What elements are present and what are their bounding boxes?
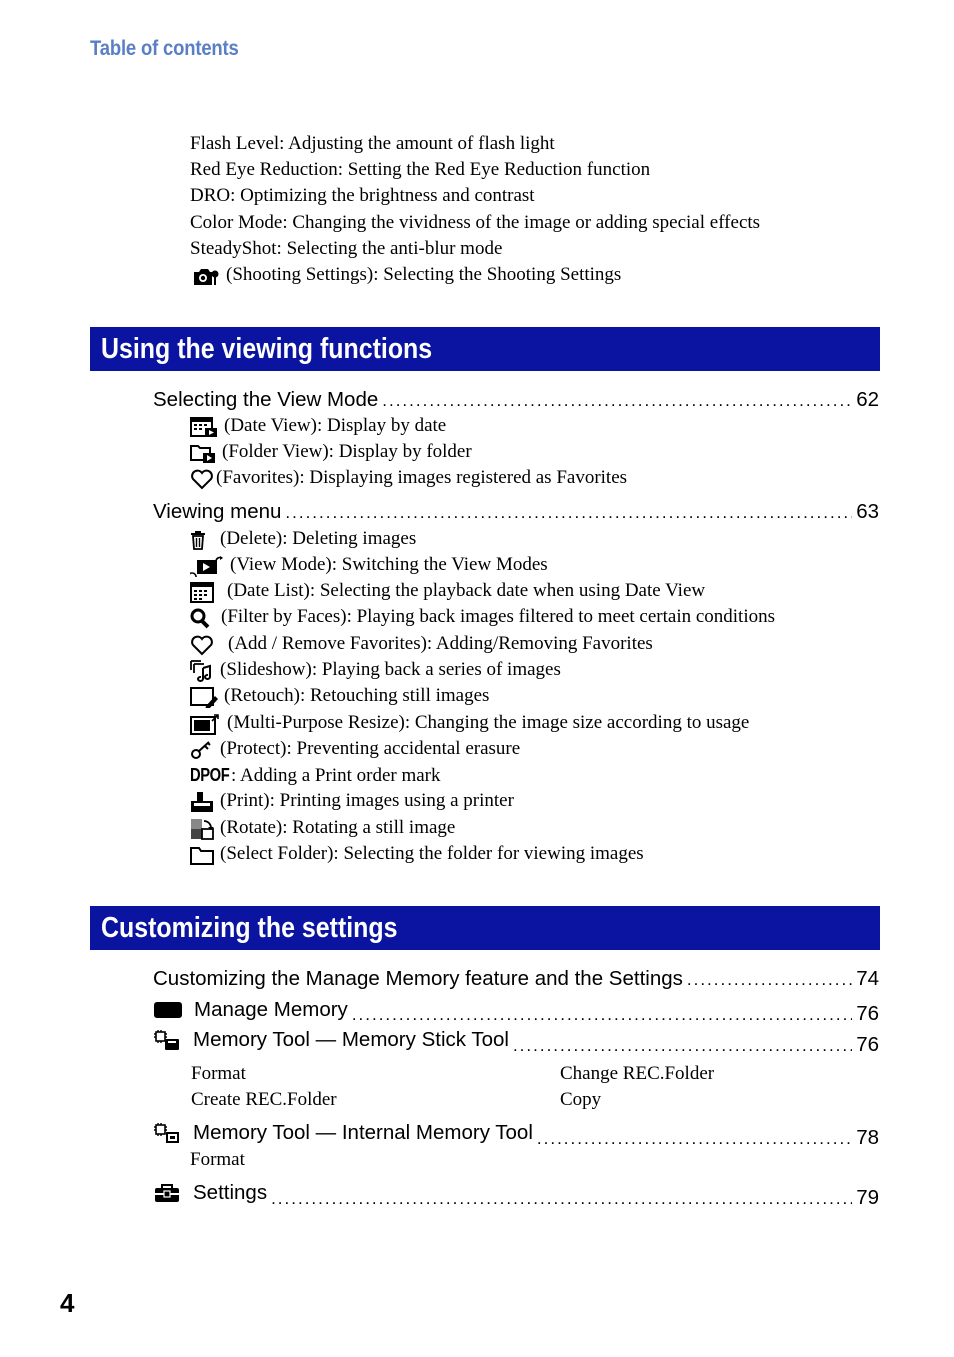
toc-subitem[interactable]: Color Mode: Changing the vividness of the image or adding special effects — [190, 212, 761, 233]
toc-entry-manage-memory[interactable] — [153, 997, 879, 1023]
toc-page-number: 63 — [856, 500, 879, 523]
folder-icon — [190, 844, 214, 866]
toc-subitem[interactable] — [192, 262, 621, 288]
leader-dots — [687, 967, 852, 993]
toc-subitem[interactable]: SteadyShot: Selecting the anti-blur mode — [190, 238, 503, 259]
leader-dots — [271, 1186, 852, 1212]
dpof-icon: DPOF — [190, 765, 230, 785]
toc-subitem-label: (Slideshow): Playing back a series of images — [220, 659, 561, 680]
toolbox-icon — [153, 1182, 181, 1204]
toc-subitem[interactable]: DRO: Optimizing the brightness and contrast — [190, 185, 535, 206]
toc-subitem[interactable] — [190, 526, 416, 552]
toc-subitem-label: (Favorites): Displaying images registered as Favorites — [216, 467, 628, 488]
toc-subitem[interactable] — [190, 465, 627, 491]
toc-entry-settings[interactable] — [153, 1180, 879, 1209]
memory-stick-sub-col1-item[interactable]: Format — [191, 1063, 246, 1084]
toc-page-number: 78 — [856, 1126, 879, 1149]
internal-memory-icon — [153, 1122, 181, 1144]
resize-icon — [190, 713, 220, 735]
toc-subitem-label: (Select Folder): Selecting the folder for viewing images — [220, 843, 644, 864]
magnifier-icon — [190, 607, 210, 629]
toc-subitem[interactable] — [190, 710, 749, 736]
toc-page-number: 74 — [856, 967, 879, 990]
toc-subitem[interactable] — [190, 762, 441, 789]
toc-subitem[interactable] — [190, 815, 455, 841]
toc-subitem-label: (Rotate): Rotating a still image — [220, 817, 456, 838]
memory-stick-sub-col2-item[interactable]: Change REC.Folder — [560, 1063, 715, 1084]
toc-entry-label: Settings — [193, 1181, 268, 1204]
toc-subitem-label: (Date View): Display by date — [224, 415, 447, 436]
toc-subitem-label: (View Mode): Switching the View Modes — [230, 554, 548, 575]
toc-entry-label: Selecting the View Mode — [153, 388, 379, 411]
toc-subitem[interactable] — [190, 578, 705, 604]
toc-subitem-label: (Date List): Selecting the playback date when using Date View — [227, 580, 706, 601]
leader-dots — [537, 1126, 852, 1152]
toc-subitem[interactable] — [190, 439, 472, 465]
heart-icon — [190, 468, 214, 490]
toc-subitem-label: (Delete): Deleting images — [220, 528, 417, 549]
trash-icon — [190, 530, 206, 550]
toc-page-number: 76 — [856, 1033, 879, 1056]
heart-icon — [190, 634, 214, 656]
rotate-icon — [190, 818, 214, 840]
toc-subitem-label: (Add / Remove Favorites): Adding/Removing Favorites — [228, 633, 653, 654]
toc-subitem-label: (Print): Printing images using a printer — [220, 790, 514, 811]
slideshow-icon — [190, 660, 214, 682]
toc-entry-label: Viewing menu — [153, 500, 282, 523]
toc-subitem[interactable] — [190, 788, 514, 814]
date-view-icon — [190, 416, 218, 438]
calendar-icon — [190, 581, 214, 603]
toc-entry-internal-memory-tool[interactable] — [153, 1120, 879, 1149]
toc-subitem-label: (Folder View): Display by folder — [222, 441, 472, 462]
key-icon — [190, 739, 214, 761]
table-of-contents-link[interactable]: Table of contents — [90, 37, 239, 60]
section-banner-settings: Customizing the settings — [90, 906, 880, 950]
memory-stick-sub-col2-item[interactable]: Copy — [560, 1089, 602, 1110]
toc-subitem[interactable] — [190, 552, 548, 578]
toc-subitem[interactable] — [190, 683, 489, 709]
leader-dots — [513, 1033, 852, 1059]
toc-subitem[interactable] — [190, 413, 446, 439]
toc-page-number: 79 — [856, 1186, 879, 1209]
camera-settings-icon — [192, 265, 220, 287]
toc-subitem[interactable] — [190, 631, 653, 657]
memory-tool-icon — [153, 1029, 181, 1051]
leader-dots — [285, 500, 852, 526]
retouch-icon — [190, 686, 220, 708]
internal-memory-sub-item[interactable]: Format — [190, 1149, 245, 1170]
toc-entry-label: Manage Memory — [194, 998, 348, 1021]
toc-entry-label: Customizing the Manage Memory feature and the Settings — [153, 967, 683, 990]
toc-subitem-label: (Protect): Preventing accidental erasure — [220, 738, 521, 759]
leader-dots — [352, 1002, 852, 1028]
toc-entry-label: Memory Tool — Memory Stick Tool — [193, 1028, 509, 1051]
toc-subitem[interactable] — [190, 841, 644, 867]
toc-entry-viewing-menu[interactable] — [153, 499, 879, 525]
memory-card-icon — [153, 1000, 183, 1020]
toc-entry-view-mode[interactable] — [153, 387, 879, 413]
toc-entry-memory-stick-tool[interactable] — [153, 1027, 879, 1056]
toc-entry-label: Memory Tool — Internal Memory Tool — [193, 1121, 533, 1144]
toc-subitem[interactable]: Red Eye Reduction: Setting the Red Eye Reduction function — [190, 159, 651, 180]
leader-dots — [382, 388, 852, 414]
section-banner-viewing: Using the viewing functions — [90, 327, 880, 371]
memory-stick-sub-col1-item[interactable]: Create REC.Folder — [191, 1089, 337, 1110]
toc-subitem-label: (Filter by Faces): Playing back images filtered to meet certain conditions — [221, 606, 776, 627]
toc-subitem[interactable] — [190, 736, 520, 762]
view-mode-icon — [190, 555, 224, 577]
toc-subitem-label: (Shooting Settings): Selecting the Shooting Settings — [226, 264, 622, 285]
toc-subitem[interactable]: Flash Level: Adjusting the amount of flash light — [190, 133, 555, 154]
toc-page-number: 62 — [856, 388, 879, 411]
toc-page-number: 76 — [856, 1002, 879, 1025]
toc-subitem-label: (Retouch): Retouching still images — [224, 685, 490, 706]
toc-subitem[interactable] — [190, 604, 775, 630]
toc-entry-customizing[interactable] — [153, 966, 879, 992]
page-number: 4 — [60, 1288, 75, 1318]
print-icon — [190, 791, 214, 813]
folder-view-icon — [190, 442, 216, 464]
toc-subitem-label: : Adding a Print order mark — [231, 765, 441, 786]
toc-subitem[interactable] — [190, 657, 561, 683]
toc-subitem-label: (Multi-Purpose Resize): Changing the image size according to usage — [227, 712, 750, 733]
